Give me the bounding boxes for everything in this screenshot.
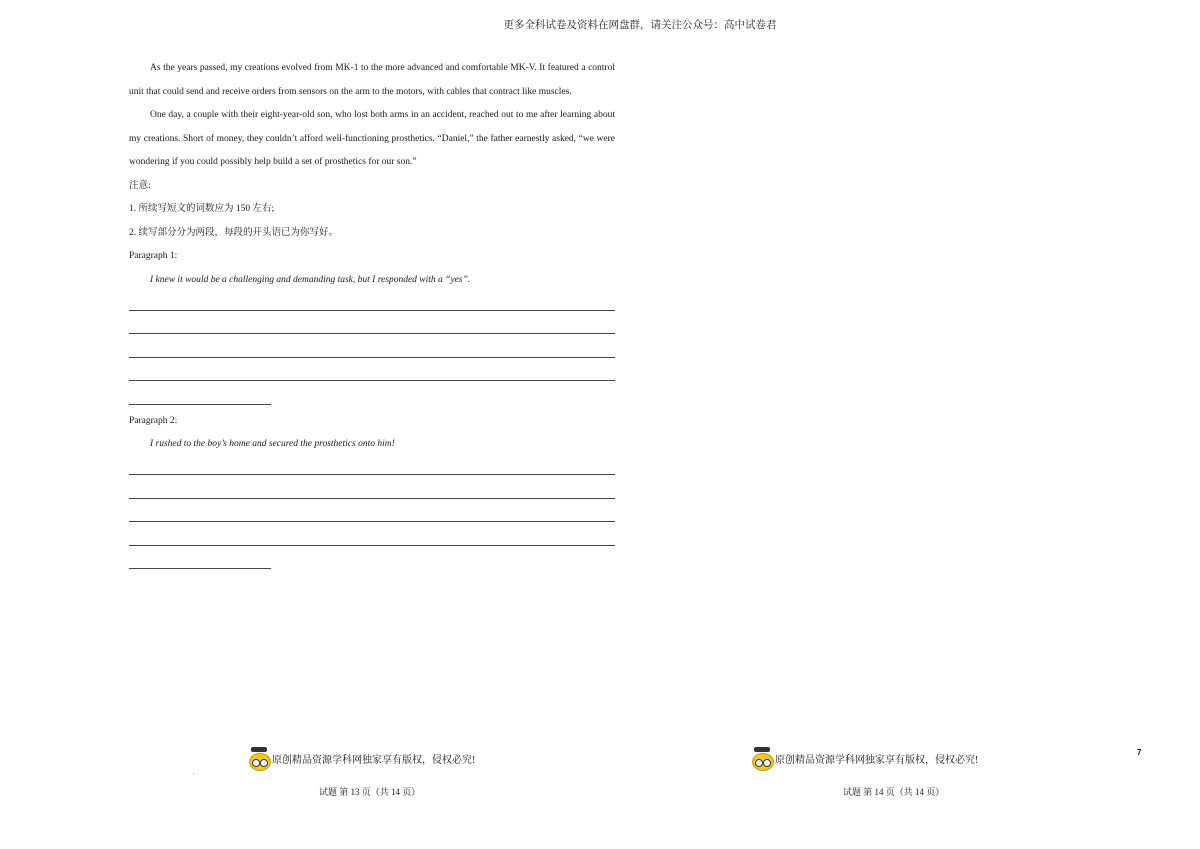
writing-line[interactable] [129, 311, 615, 335]
writing-line-short[interactable] [129, 546, 271, 570]
writing-line[interactable] [129, 499, 615, 523]
writing-line[interactable] [129, 522, 615, 546]
notes-title: 注意: [129, 180, 151, 191]
paragraph1-opening: I knew it would be a challenging and demanding task, but I responded with a “yes”. [150, 274, 471, 285]
owl-logo-icon [752, 747, 774, 769]
notes-item-2: 2. 续写部分分为两段，每段的开头语已为你写好。 [129, 227, 339, 238]
paragraph2-label: Paragraph 2: [129, 415, 178, 426]
writing-line[interactable] [129, 287, 615, 311]
paragraph1-label: Paragraph 1: [129, 251, 178, 261]
writing-line[interactable] [129, 452, 615, 476]
header-notice: 更多全科试卷及资料在网盘群，请关注公众号：高中试卷君 [503, 20, 777, 31]
owl-logo-icon [249, 747, 271, 769]
notes-item-1: 1. 所续写短文的词数应为 150 左右; [129, 204, 275, 214]
page-number-right: 试题 第 14 页（共 14 页） [843, 787, 945, 797]
copyright-right [752, 747, 978, 769]
copyright-left [249, 747, 475, 769]
paragraph2-opening: I rushed to the boy’s home and secured the prosthetics onto him! [150, 439, 395, 449]
page-number-left: 试题 第 13 页（共 14 页） [319, 787, 421, 797]
corner-mark: 7 [1137, 748, 1142, 757]
copyright-text: 原创精品资源学科网独家享有版权，侵权必究! [272, 754, 476, 766]
content-column [129, 57, 615, 574]
story-paragraph-1: As the years passed, my creations evolved from MK-1 to the more advanced and comfortable MK-V. It featured a control unit that could send and receive orders from sensors on the arm to the motors, with cables that contract like muscles. [129, 63, 615, 97]
copyright-text: 原创精品资源学科网独家享有版权，侵权必究! [775, 754, 979, 766]
tick-mark: ' [193, 773, 195, 779]
writing-line[interactable] [129, 358, 615, 382]
writing-line[interactable] [129, 475, 615, 499]
writing-line-short[interactable] [129, 381, 271, 405]
writing-line[interactable] [129, 334, 615, 358]
story-paragraph-2: One day, a couple with their eight-year-old son, who lost both arms in an accident, reached out to me after learning about my creations. Short of money, they couldn’t afford well-functioning prosthetics. “Daniel,” the father earnestly asked, “we were wondering if you could possibly help build a set of prosthetics for our son.” [129, 110, 615, 167]
